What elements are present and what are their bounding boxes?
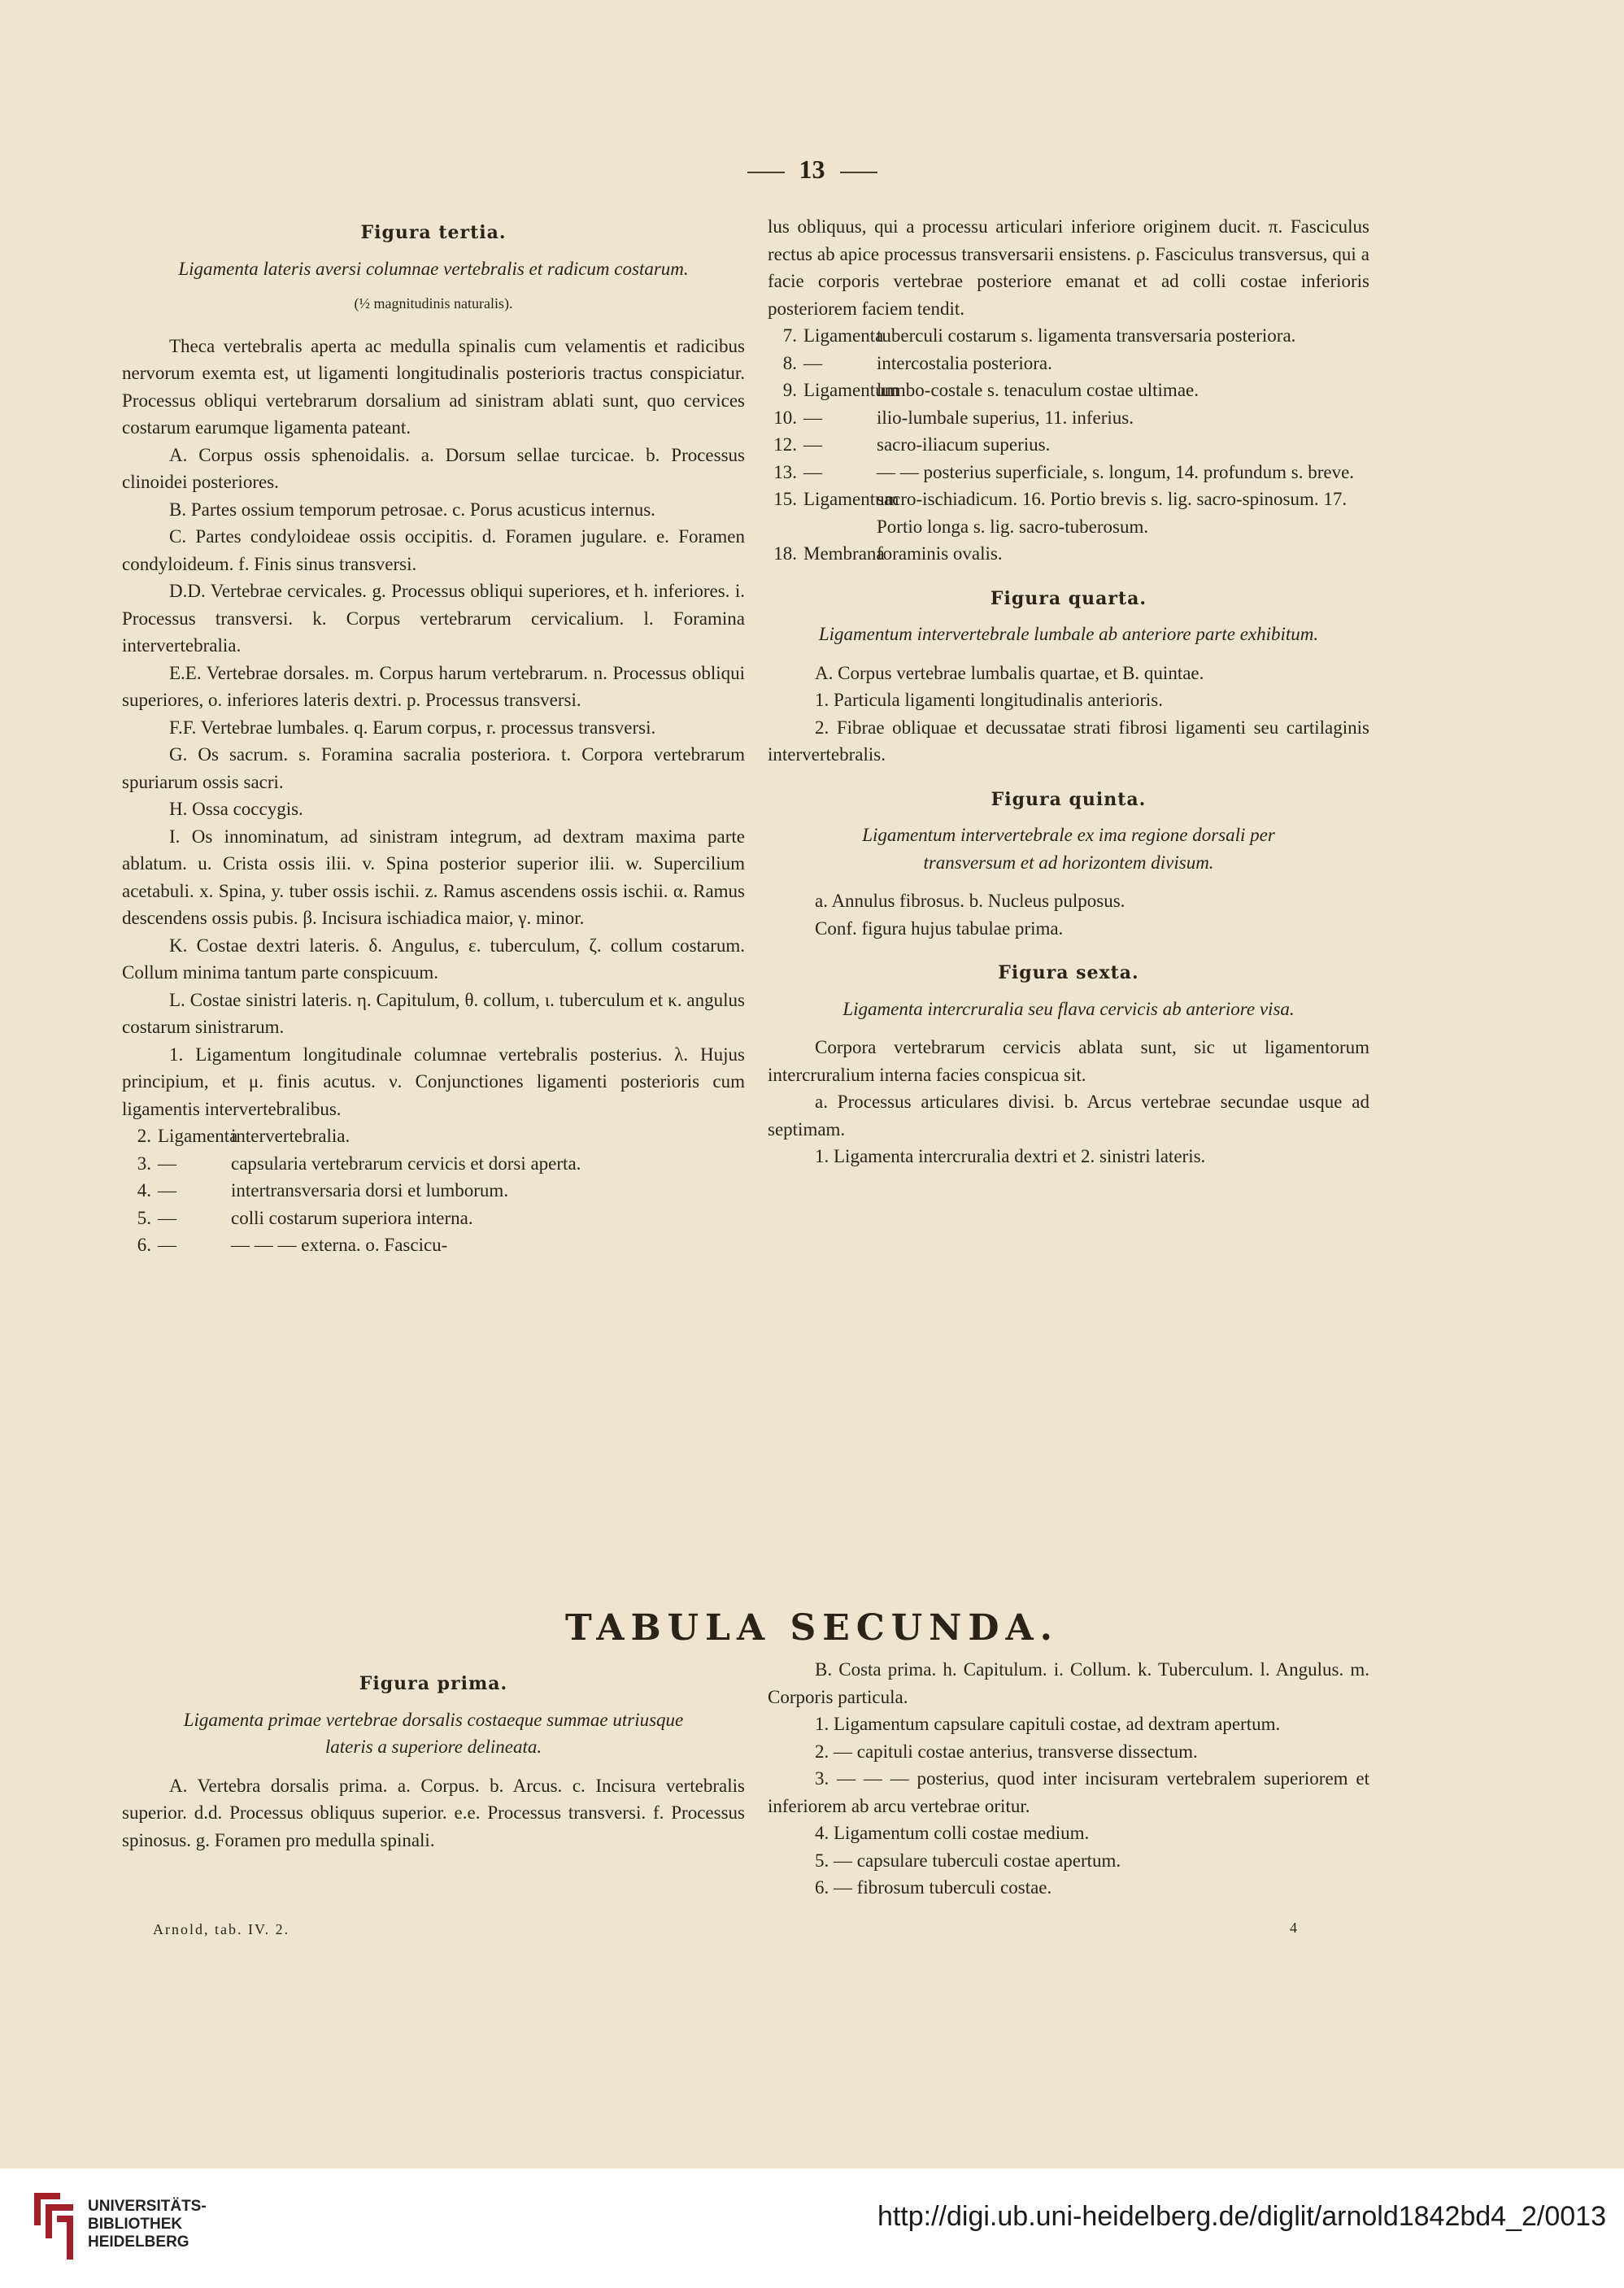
list-item: 1. Ligamentum capsulare capituli costae, ad dextram apertum. [815,1714,1281,1734]
scale-note: (½ magnitudinis naturalis). [354,295,513,312]
paragraph: a. Processus articulares divisi. b. Arcus vertebrae secundae usque ad septimam. [768,1092,1369,1140]
item-number: 12. [773,434,797,455]
list-item [768,322,1369,350]
right-column-lower [768,1656,1369,1902]
figure-title: Figura quarta. [990,587,1147,609]
spacer [768,648,1369,660]
library-name-line: BIBLIOTHEK [88,2216,183,2233]
paragraph: B. Partes ossium temporum petrosae. c. Porus acusticus internus. [169,499,655,520]
spacer [768,1022,1369,1034]
paragraph: C. Partes condyloideae ossis occipitis. d. Foramen jugulare. e. Foramen condyloideum. f. Finis sinus transversi. [122,526,745,574]
library-logo-icon [28,2190,80,2263]
list-item [122,1231,745,1259]
item-number: 2. [137,1126,151,1146]
item-head: — [803,434,822,455]
paragraph: A. Vertebra dorsalis prima. a. Corpus. b. Arcus. c. Incisura vertebralis superior. d.d. Processus obliquus superior. e.e. Processus transversi. f. Processus spinosus. g. Foramen pro medulla spinali. [122,1775,745,1850]
spacer [768,568,1369,579]
item-head: Ligamentum [803,489,899,509]
item-number: 6. [137,1235,151,1255]
list-item [768,459,1369,486]
item-number: 3. [137,1153,151,1174]
list-item: 2. — capituli costae anterius, transverse dissectum. [815,1741,1198,1762]
list-item: 3. — — — posterius, quod inter incisuram vertebralem superiorem et inferiorem ab arcu vertebrae oritur. [768,1768,1369,1816]
item-text: colli costarum superiora interna. [231,1207,473,1228]
paragraph: A. Corpus vertebrae lumbalis quartae, et B. quintae. [815,662,1204,683]
plate-reference: Arnold, tab. IV. 2. [153,1921,290,1937]
spacer [768,769,1369,780]
left-column [122,213,745,1259]
item-head: — [803,461,822,482]
left-column-lower [122,1664,745,1854]
paragraph: 2. Fibrae obliquae et decussatae strati fibrosi ligamenti seu cartilaginis intervertebralis. [768,717,1369,765]
spacer [768,942,1369,953]
figure-title: Figura sexta. [998,962,1139,983]
item-head: Ligamentum [803,380,899,400]
paragraph: 1. Ligamentum longitudinale columnae vertebralis posterius. λ. Hujus principium, et μ. finis acutus. ν. Conjunctiones ligamenti posterioris cum ligamentis intervertebralibus. [122,1044,745,1119]
item-number: 7. [782,325,797,346]
paragraph: K. Costae dextri lateris. δ. Angulus, ε. tuberculum, ζ. collum costarum. Collum minima tantum parte conspicuum. [122,935,745,983]
paragraph: I. Os innominatum, ad sinistram integrum, ad dextram maxima parte ablatum. u. Crista ossis ilii. v. Spina posterior superior ilii. w. Supercilium acetabuli. x. Spina, y. tuber ossis ischii. z. Ramus ascendens ossis ischii. α. Ramus descendens ossis pubis. β. Incisura ischiadica maior, γ. minor. [122,826,745,928]
item-number: 10. [773,407,797,428]
spacer [768,876,1369,887]
item-number: 18. [773,543,797,564]
figure-subtitle: Ligamenta lateris aversi columnae vertebralis et radicum costarum. [178,258,689,279]
figure-subtitle: Ligamenta intercruralia seu flava cervicis ab anteriore visa. [842,998,1295,1019]
section-heading: TABULA SECUNDA. [565,1607,1059,1649]
item-number: 9. [782,380,797,400]
paragraph: B. Costa prima. h. Capitulum. i. Collum. k. Tuberculum. l. Angulus. m. Corporis particula. [768,1659,1369,1707]
item-text: sacro-ischiadicum. 16. Portio brevis s. lig. sacro-spinosum. 17. Portio longa s. lig. sacro-tuberosum. [877,489,1348,537]
paragraph: Conf. figura hujus tabulae prima. [815,917,1064,939]
list-item [122,1177,745,1205]
footer-bar [0,2168,1624,2288]
item-text: intercostalia posteriora. [877,352,1052,373]
list-item: 4. Ligamentum colli costae medium. [815,1823,1090,1843]
paragraph: lus obliquus, qui a processu articulari inferiore originem ducit. π. Fasciculus rectus ab apice processus transversarii ensistens. ρ. Fasciculus transversus, qui a facie corporis vertebrae posteriore emanat et ad colli costae inferioris posteriorem faciem tendit. [768,216,1369,319]
item-number: 15. [773,489,797,509]
item-head: — [803,352,822,373]
list-item: 6. — fibrosum tuberculi costae. [815,1877,1052,1898]
paragraph: 1. Ligamenta intercruralia dextri et 2. sinistri lateris. [815,1146,1206,1166]
list-item [768,431,1369,459]
right-column [768,213,1369,1170]
list-item [768,486,1369,540]
item-head: — [158,1235,176,1255]
paragraph: a. Annulus fibrosus. b. Nucleus pulposus. [815,891,1125,911]
page-number-text: 13 [799,155,825,184]
library-name-line: UNIVERSITÄTS- [88,2198,207,2215]
list-item [768,540,1369,568]
item-number: 5. [137,1207,151,1228]
list-item [768,404,1369,432]
paragraph: L. Costae sinistri lateris. η. Capitulum, θ. collum, ι. tuberculum et κ. angulus costarum sinistrarum. [122,989,745,1037]
paragraph: F.F. Vertebrae lumbales. q. Earum corpus, r. processus transversi. [169,717,656,738]
item-text: sacro-iliacum superius. [877,434,1051,455]
figure-subtitle: Ligamentum intervertebrale ex ima regione dorsali per transversum et ad horizontem divisum. [862,825,1275,873]
list-item: 5. — capsulare tuberculi costae apertum. [815,1850,1121,1871]
item-text: foraminis ovalis. [877,543,1003,564]
paragraph: G. Os sacrum. s. Foramina sacralia posteriora. t. Corpora vertebrarum spuriarum ossis sacri. [122,744,745,792]
paragraph: Theca vertebralis aperta ac medulla spinalis cum velamentis et radicibus nervorum exemta est, ut ligamenti longitudinalis posterioris tractus conspiciatur. Processus obliqui vertebrarum dorsalium ad sinistram ablati sunt, quo cervices costarum earumque ligamenta pateant. [122,335,745,438]
paragraph: H. Ossa coccygis. [169,799,303,819]
paragraph: 1. Particula ligamenti longitudinalis anterioris. [815,690,1163,710]
figure-title: Figura quinta. [991,788,1147,810]
item-head: — [158,1153,176,1174]
dash-left [747,172,785,173]
item-text: — — posterius superficiale, s. longum, 14. profundum s. breve. [877,461,1355,482]
figure-subtitle: Ligamenta primae vertebrae dorsalis costaeque summae utriusque lateris a superiore delineata. [183,1709,684,1757]
item-number: 8. [782,352,797,373]
item-head: Membrana [803,543,885,564]
item-text: lumbo-costale s. tenaculum costae ultimae. [877,380,1199,400]
item-number: 4. [137,1180,151,1201]
item-head: — [158,1207,176,1228]
item-text: intertransversaria dorsi et lumborum. [231,1180,509,1201]
item-text: ilio-lumbale superius, 11. inferius. [877,407,1134,428]
paragraph: A. Corpus ossis sphenoidalis. a. Dorsum sellae turcicae. b. Processus clinoidei posteriores. [122,444,745,492]
paragraph: E.E. Vertebrae dorsales. m. Corpus harum vertebrarum. n. Processus obliqui superiores, o. inferiores lateris dextri. p. Processus transversi. [122,662,745,710]
figure-title: Figura tertia. [360,222,507,243]
item-head: Ligamenta [803,325,884,346]
paragraph: Corpora vertebrarum cervicis ablata sunt, sic ut ligamentorum intercruralium interna facies conspicua sit. [768,1037,1369,1085]
item-text: — — — externa. ο. Fascicu- [231,1235,448,1255]
library-name [88,2198,207,2251]
paragraph: D.D. Vertebrae cervicales. g. Processus obliqui superiores, et h. inferiores. i. Processus transversi. k. Corpus vertebrarum cervicalium. l. Foramina intervertebralia. [122,581,745,656]
list-item [122,1150,745,1178]
list-item [768,350,1369,377]
page-number [0,155,1624,185]
source-url-link[interactable]: http://digi.ub.uni-heidelberg.de/diglit/arnold1842bd4_2/0013 [877,2201,1606,2232]
item-head: Ligamenta [158,1126,238,1146]
item-number: 13. [773,461,797,482]
figure-subtitle: Ligamentum intervertebrale lumbale ab anteriore parte exhibitum. [818,624,1319,644]
item-text: intervertebralia. [231,1126,350,1146]
item-head: — [803,407,822,428]
item-text: capsularia vertebrarum cervicis et dorsi aperta. [231,1153,581,1174]
figure-title: Figura prima. [359,1673,508,1694]
list-item [768,377,1369,404]
list-item [122,1205,745,1232]
library-name-line: HEIDELBERG [88,2234,189,2251]
item-text: tuberculi costarum s. ligamenta transversaria posteriora. [877,325,1296,346]
item-head: — [158,1180,176,1201]
spacer [122,1761,745,1772]
dash-right [840,172,877,173]
signature-mark: 4 [1290,1920,1297,1936]
list-item [122,1122,745,1150]
